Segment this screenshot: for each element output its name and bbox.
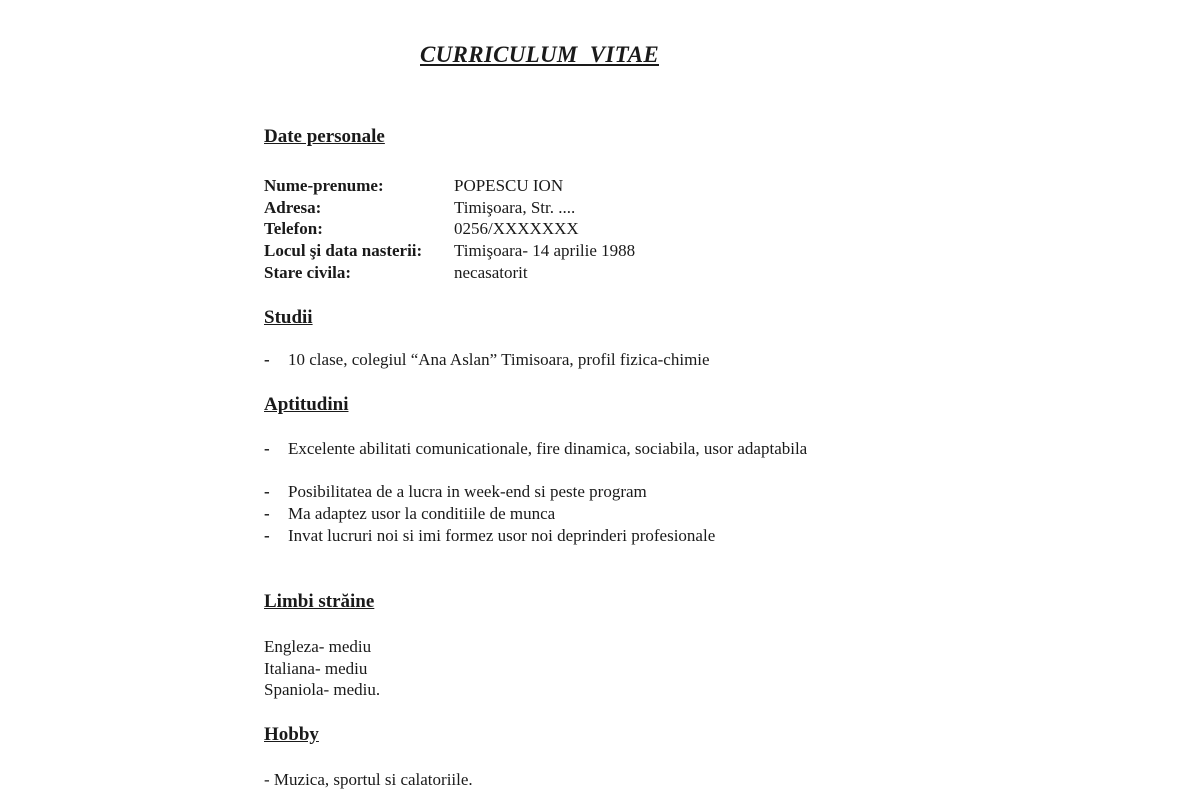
- section-heading-studies: Studii: [264, 307, 313, 328]
- personal-field-row: [264, 175, 563, 197]
- bullet-dash: -: [264, 350, 270, 369]
- hobby-text: - Muzica, sportul si calatoriile.: [264, 770, 473, 789]
- section-heading-personal: Date personale: [264, 126, 385, 147]
- bullet-dash: -: [264, 504, 270, 523]
- list-item-text: Excelente abilitati comunicationale, fire dinamica, sociabila, usor adaptabila: [288, 439, 808, 458]
- list-item-text: Invat lucruri noi si imi formez usor noi deprinderi profesionale: [288, 526, 716, 545]
- list-item: [264, 438, 844, 460]
- bullet-dash: -: [264, 439, 270, 458]
- field-label: Locul şi data nasterii:: [264, 241, 423, 260]
- list-item-text: 10 clase, colegiul “Ana Aslan” Timisoara, profil fizica-chimie: [288, 350, 710, 369]
- document-title: CURRICULUM VITAE: [420, 42, 659, 67]
- list-item: [264, 349, 844, 371]
- list-item-text: Ma adaptez usor la conditiile de munca: [288, 504, 556, 523]
- language-item: Engleza- mediu: [264, 637, 372, 656]
- personal-field-row: [264, 240, 635, 262]
- language-item: Spaniola- mediu.: [264, 680, 381, 699]
- field-label: Telefon:: [264, 219, 323, 238]
- section-heading-hobby: Hobby: [264, 724, 319, 745]
- field-label: Adresa:: [264, 198, 322, 217]
- bullet-dash: -: [264, 526, 270, 545]
- section-heading-skills: Aptitudini: [264, 394, 349, 415]
- field-value: 0256/XXXXXXX: [454, 219, 579, 238]
- language-item: Italiana- mediu: [264, 659, 368, 678]
- personal-field-row: [264, 218, 579, 240]
- section-heading-languages: Limbi străine: [264, 591, 375, 612]
- list-item: [264, 525, 844, 547]
- personal-field-row: [264, 262, 528, 284]
- field-value: POPESCU ION: [454, 176, 564, 195]
- bullet-dash: -: [264, 482, 270, 501]
- field-label: Nume-prenume:: [264, 176, 384, 195]
- field-label: Stare civila:: [264, 263, 352, 282]
- field-value: Timişoara, Str. ....: [454, 198, 576, 217]
- list-item: [264, 503, 844, 525]
- field-value: necasatorit: [454, 263, 528, 282]
- list-item-text: Posibilitatea de a lucra in week-end si peste program: [288, 482, 647, 501]
- list-item: [264, 481, 844, 503]
- personal-field-row: [264, 197, 575, 219]
- field-value: Timişoara- 14 aprilie 1988: [454, 241, 636, 260]
